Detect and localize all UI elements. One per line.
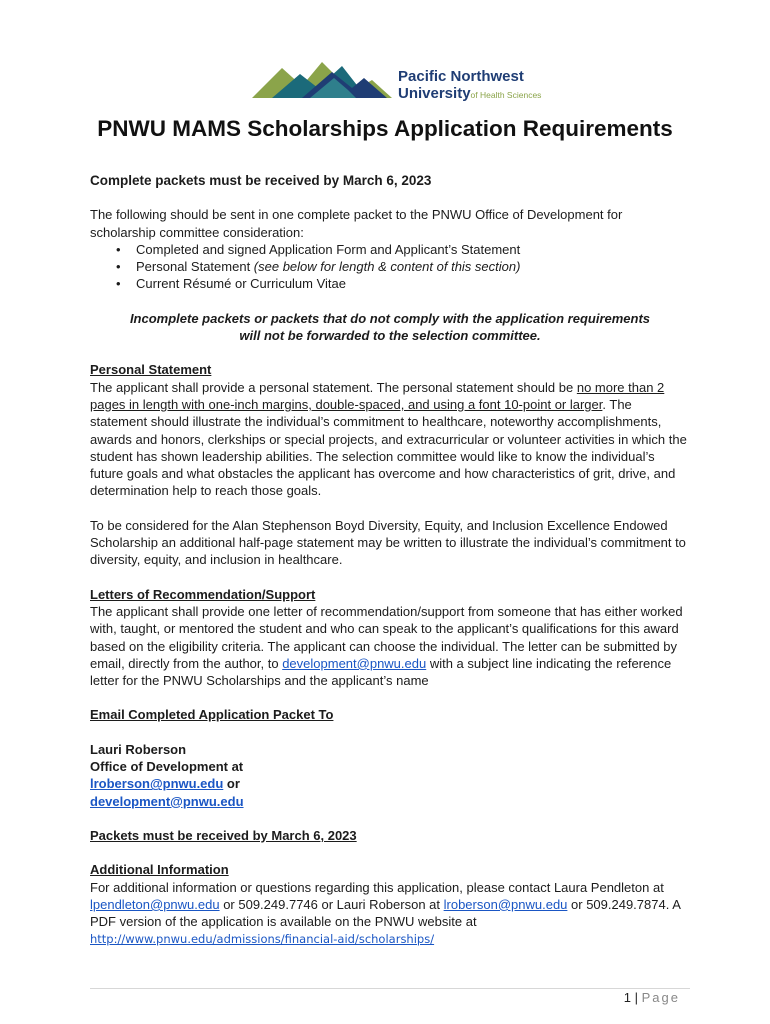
footer-separator: | (631, 990, 642, 1005)
list-item (90, 258, 690, 275)
boyd-scholarship-paragraph: To be considered for the Alan Stephenson Boyd Diversity, Equity, and Inclusion Excellence Endowed Scholarship an additional half-page statement may be written to illustrate the individual’s commitment to diversity, equity, and inclusion in healthcare. (90, 517, 686, 568)
additional-part3: or 509.249.7874. A PDF version of the application is available on the PNWU website at (90, 896, 681, 930)
contact-or: or (223, 776, 240, 792)
additional-part1: For additional information or questions regarding this application, please contact Laura Pendleton at (90, 879, 664, 895)
letters-heading: Letters of Recommendation/Support (90, 586, 316, 602)
page-number: 1 (623, 990, 632, 1005)
additional-info-paragraph (90, 879, 690, 949)
contact-office: Office of Development at (90, 759, 244, 775)
ps-requirements-underlined: no more than 2 pages in length with one-inch margins, double-spaced, and using a font 10-point or larger (90, 379, 665, 412)
development-email-link[interactable]: development@pnwu.edu (282, 655, 427, 671)
development-email-link-2[interactable]: development@pnwu.edu (90, 793, 244, 809)
logo-text-line1: Pacific Northwest (398, 68, 524, 85)
intro-paragraph: The following should be sent in one complete packet to the PNWU Office of Development for scholarship committee consideration: (90, 207, 623, 240)
pnwu-logo (252, 58, 542, 104)
page-title: PNWU MAMS Scholarships Application Requirements (97, 116, 673, 141)
requirement-note: (see below for length & content of this section) (253, 259, 521, 275)
additional-part2: or 509.249.7746 or Lauri Roberson at (219, 896, 444, 912)
page-footer (624, 990, 680, 1005)
incomplete-notice-line1: Incomplete packets or packets that do not comply with the application requirements (129, 310, 651, 326)
ps-rest: . The statement should illustrate the individual’s commitment to healthcare, noteworthy accomplishments, awards and honors, clerkships or special projects, and extracurricular or volunteer activities in which the student has shown leadership abilities. The selection committee would like to know the individual’s future goals and what obstacles the applicant has overcome and how characteristics of grit, drive, and determination help to reach those goals. (90, 396, 687, 499)
mountains-icon (252, 58, 392, 104)
deadline-heading: Complete packets must be received by March 6, 2023 (90, 173, 432, 188)
personal-statement-heading: Personal Statement (90, 362, 212, 378)
logo-text-line2 (398, 85, 541, 102)
packets-deadline: Packets must be received by March 6, 2023 (90, 827, 357, 843)
letters-paragraph (90, 603, 690, 689)
contact-email-line-2 (90, 793, 690, 810)
requirement-text: Personal Statement (136, 259, 254, 275)
additional-info-heading: Additional Information (90, 862, 229, 878)
lroberson-email-link[interactable]: lroberson@pnwu.edu (90, 776, 224, 792)
personal-statement-paragraph (90, 379, 690, 500)
list-item (90, 241, 690, 258)
page-label: Page (641, 990, 680, 1005)
contact-name: Lauri Roberson (90, 741, 187, 757)
requirement-text: Current Résumé or Curriculum Vitae (136, 276, 346, 292)
letters-tail: with a subject line indicating the reference letter for the PNWU Scholarships and the applicant’s name (90, 655, 672, 689)
lpendleton-email-link[interactable]: lpendleton@pnwu.edu (90, 896, 220, 912)
letters-body: The applicant shall provide one letter of recommendation/support from someone that has either worked with, taught, or mentored the student and who can speak to the applicant’s qualifications for this award based on the eligibility criteria. The applicant can choose the individual. The letter can be submitted by email, directly from the author, to (90, 603, 683, 671)
logo-university: University (398, 85, 471, 102)
lroberson-email-link-2[interactable]: lroberson@pnwu.edu (443, 896, 568, 912)
incomplete-notice-line2: will not be forwarded to the selection committee. (239, 328, 541, 344)
incomplete-notice (90, 310, 690, 345)
contact-email-line (90, 775, 690, 792)
ps-lead: The applicant shall provide a personal statement. The personal statement should be (90, 379, 577, 395)
email-packet-heading: Email Completed Application Packet To (90, 707, 334, 723)
scholarships-url-link[interactable]: http://www.pnwu.edu/admissions/financial-aid/scholarships/ (90, 932, 435, 947)
logo-subtitle: of Health Sciences (470, 90, 542, 100)
requirement-text: Completed and signed Application Form and Applicant’s Statement (136, 241, 521, 257)
list-item (90, 275, 690, 292)
document-body (90, 172, 690, 949)
requirements-list (90, 241, 690, 293)
footer-divider (90, 988, 690, 989)
